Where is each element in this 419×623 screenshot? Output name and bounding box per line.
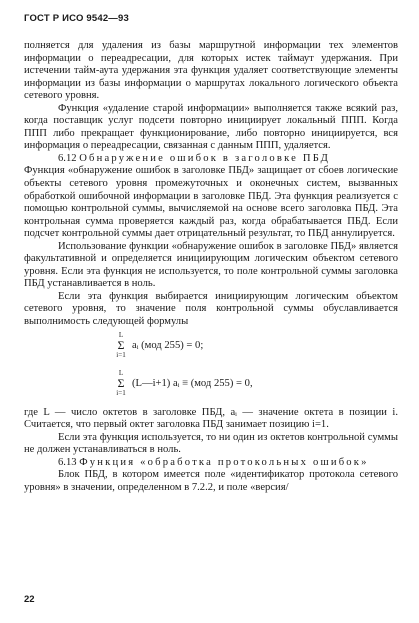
upper-limit: L [118, 368, 124, 377]
formula-expression: aᵢ (мод 255) = 0; [132, 339, 204, 351]
section-heading-6-13 [24, 457, 398, 470]
paragraph-delete-old-info: Функция «удаление старой информации» выполняется также всякий раз, когда поставщик услуг подсети повторно инициирует локальный ППП. Когда ППП либо прекращает функционирование, либо повторно инициируется, вся информация о переадресации, связанная с данным ППП, удаляется. [24, 102, 398, 152]
page-number: 22 [24, 594, 35, 605]
formula-expression: (L—i+1) aᵢ ≡ (мод 255) = 0, [132, 377, 253, 389]
paragraph-error-detection: Функция «обнаружение ошибок в заголовке ПБД» защищает от сбоев логические объекты сетевого уровня промежуточных и оконечных систем, вызванных обработкой ошибочной информации в заголовке ПБД. Эта функция реализуется с помощью контрольной суммы, вычисляемой на основе всего заголовка ПБД. Эта контрольная сумма проверяется каждый раз, когда обрабатывается ПБД. Если подсчет контрольной суммы дает отрицательный результат, то ПБД аннулируется. [24, 165, 398, 240]
paragraph-formula-intro: Если эта функция выбирается инициирующим логическим объектом сетевого уровня, то значение поля контрольной суммы обуславливается выполнимость следующей формулы [24, 290, 398, 328]
lower-limit: i=1 [116, 388, 126, 397]
sigma-symbol: Σ [117, 337, 125, 352]
checksum-formula-2 [116, 369, 398, 403]
section-heading-6-12 [24, 153, 398, 166]
checksum-formula-1 [116, 331, 398, 365]
running-header: ГОСТ Р ИСО 9542—93 [24, 13, 129, 24]
section-title: Обнаружение ошибок в заголовке ПБД [79, 152, 331, 164]
sigma-symbol: Σ [117, 375, 125, 390]
section-number: 6.12 [58, 152, 77, 164]
section-title: Функция «обработка протокольных ошибок» [79, 456, 369, 468]
lower-limit: i=1 [116, 350, 126, 359]
summation-sign [116, 331, 126, 359]
paragraph-where: где L — число октетов в заголовке ПБД, aᵢ — значение октета в позиции i. Считается, что первый октет заголовка ПБД занимает позицию i=1. [24, 406, 398, 431]
paragraph-continuation: полняется для удаления из базы маршрутной информации тех элементов информации о переадресации, для которых истек таймаут удержания. При истечении тайм-аута удержания эта функция удаляет соответствующие элементы информации из базы информации о маршрутах локального логического объекта сетевого уровня. [24, 40, 398, 102]
paragraph-error-detection-usage: Использование функции «обнаружение ошибок в заголовке ПБД» является факультативной и определяется инициирующим логическим объектом сетевого уровня. Если эта функция не используется, то поле контрольной суммы заголовка ПБД устанавливается в ноль. [24, 240, 398, 290]
summation-sign [116, 369, 126, 397]
paragraph-pdu-block: Блок ПБД, в котором имеется поле «идентификатор протокола сетевого уровня» в значении, определенном в 7.2.2, и поле «версия/ [24, 469, 398, 493]
body-text [24, 40, 398, 494]
upper-limit: L [118, 330, 124, 339]
section-number: 6.13 [58, 456, 77, 468]
paragraph-checksum-nonzero: Если эта функция используется, то ни один из октетов контрольной суммы не должен устанавливаться в ноль. [24, 431, 398, 456]
